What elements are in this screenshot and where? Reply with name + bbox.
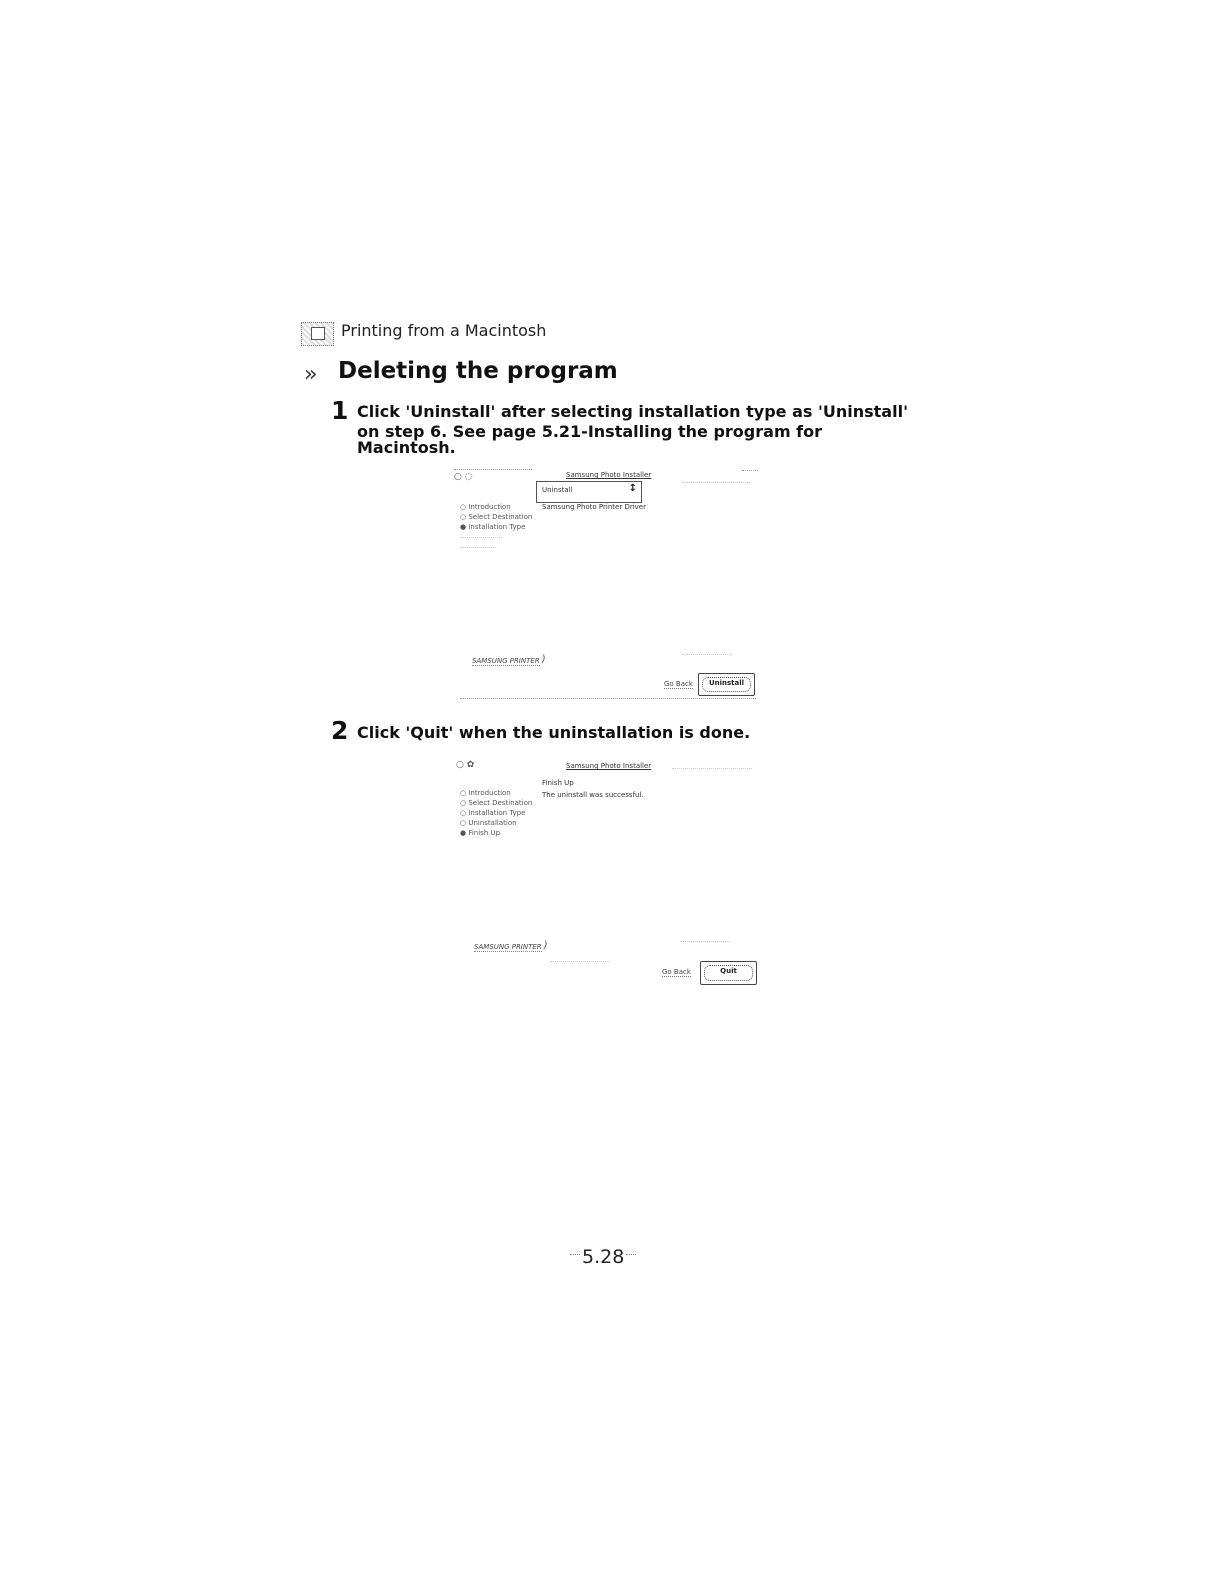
installer-window-finish xyxy=(450,757,762,991)
sidebar-step-type: ○ Installation Type xyxy=(460,809,526,817)
sidebar-step-finish: ● Finish Up xyxy=(460,829,501,837)
sidebar-step-destination: ○ Select Destination xyxy=(460,513,533,521)
macintosh-chapter-icon xyxy=(301,322,334,346)
samsung-printer-logo: SAMSUNG PRINTER ) xyxy=(472,657,540,666)
uninstall-button[interactable] xyxy=(698,673,755,696)
install-type-popup[interactable] xyxy=(536,481,642,503)
window-controls-icon: ○ ◌ xyxy=(454,472,473,482)
step-1-line-3: Macintosh. xyxy=(357,438,456,457)
quit-button-label: Quit xyxy=(704,965,753,981)
chapter-label: Printing from a Macintosh xyxy=(341,321,547,340)
sidebar-step-introduction: ○ Introduction xyxy=(460,503,511,511)
step-2-number: 2 xyxy=(331,716,349,745)
sidebar-step-type: ● Installation Type xyxy=(460,523,526,531)
section-arrow-icon: ›› xyxy=(304,362,314,387)
step-1-line-2: on step 6. See page 5.21-Installing the program for xyxy=(357,422,823,441)
package-label: Samsung Photo Printer Driver xyxy=(542,503,646,511)
sidebar-step-destination: ○ Select Destination xyxy=(460,799,533,807)
uninstall-button-label: Uninstall xyxy=(702,677,751,692)
step-1-number: 1 xyxy=(331,396,349,425)
installer-window-uninstall xyxy=(450,466,762,702)
popup-arrows-icon: ↕ xyxy=(628,483,637,494)
samsung-printer-logo: SAMSUNG PRINTER ) xyxy=(474,943,542,952)
window-controls-icon: ○ ✿ xyxy=(456,760,475,770)
install-type-value: Uninstall xyxy=(542,486,573,494)
quit-button[interactable] xyxy=(700,961,757,985)
window-title: Samsung Photo Installer xyxy=(566,471,652,479)
window-title: Samsung Photo Installer xyxy=(566,762,652,770)
sidebar-step-introduction: ○ Introduction xyxy=(460,789,511,797)
step-2-line-1: Click 'Quit' when the uninstallation is done. xyxy=(357,723,751,742)
go-back-button[interactable]: Go Back xyxy=(662,968,691,976)
status-message: The uninstall was successful. xyxy=(542,791,644,799)
section-title: Deleting the program xyxy=(338,358,618,384)
go-back-button[interactable]: Go Back xyxy=(664,680,693,688)
step-1-line-1: Click 'Uninstall' after selecting installation type as 'Uninstall' xyxy=(357,402,908,421)
page-number: 5.28 xyxy=(582,1246,625,1268)
pane-title: Finish Up xyxy=(542,779,574,787)
sidebar-step-uninstallation: ○ Uninstallation xyxy=(460,819,517,827)
